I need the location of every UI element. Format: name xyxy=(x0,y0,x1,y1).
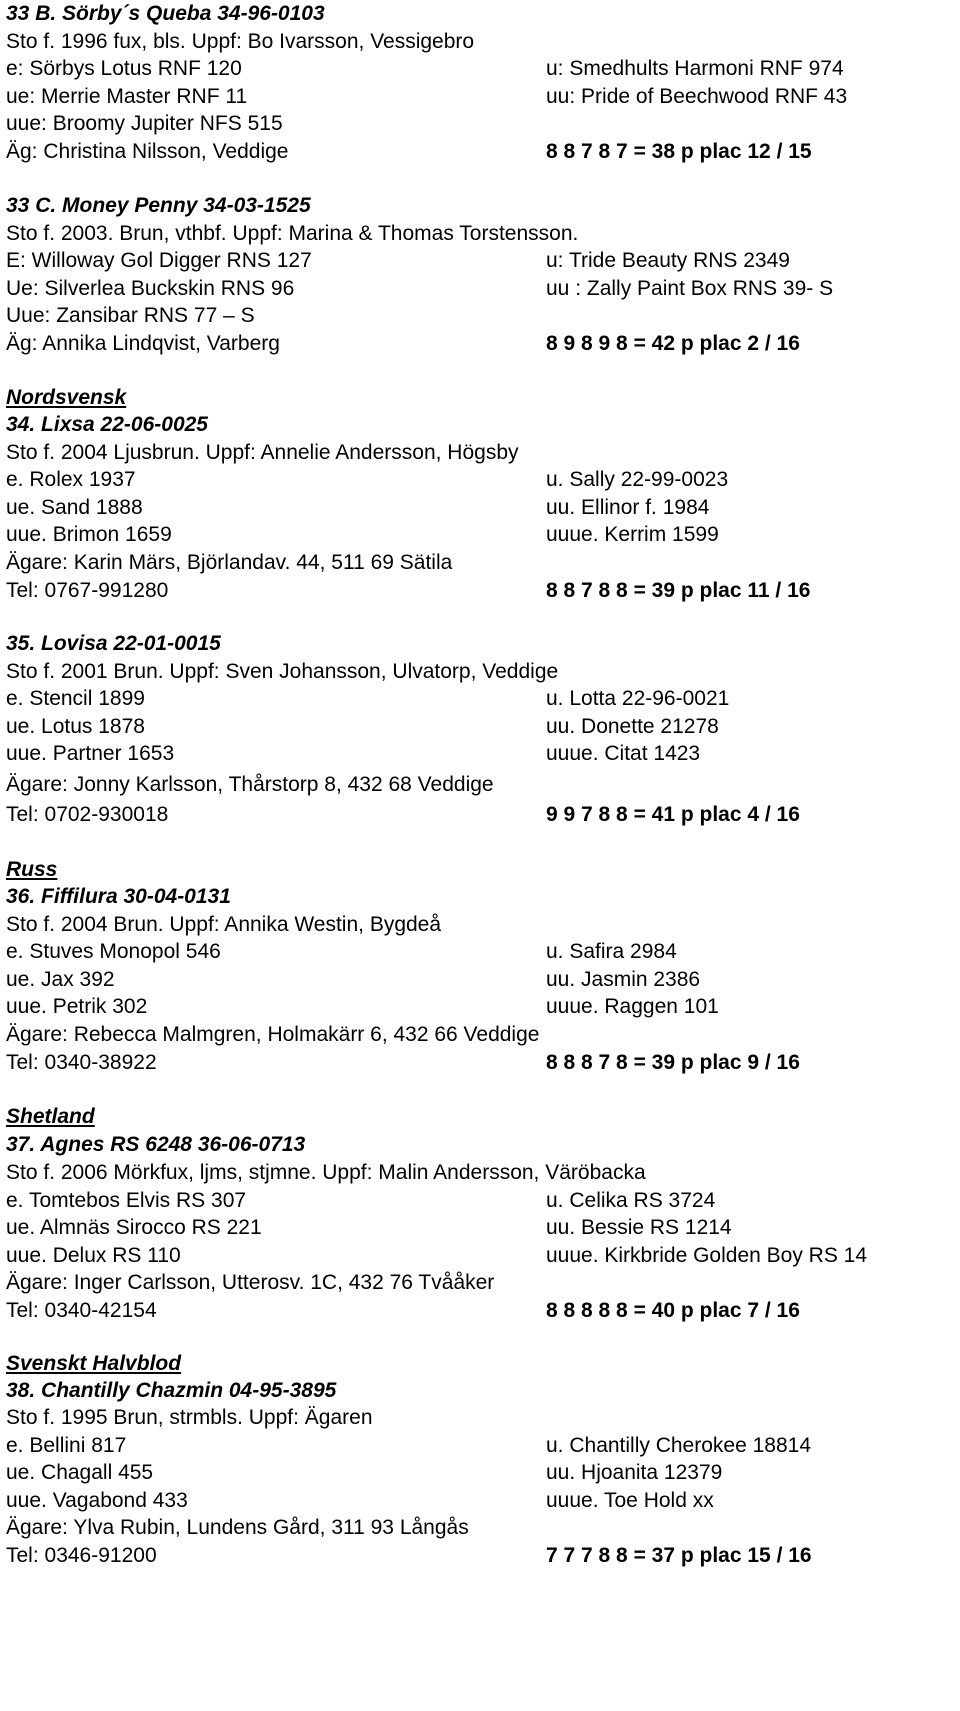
score: 8 8 7 8 7 = 38 p plac 12 / 15 xyxy=(546,140,812,163)
pedigree-dam: u: Tride Beauty RNS 2349 xyxy=(546,249,790,272)
section-heading: Svenskt Halvblod xyxy=(6,1352,182,1375)
pedigree-sire: ue. Sand 1888 xyxy=(6,496,143,519)
entry-info: Sto f. 2004 Brun. Uppf: Annika Westin, Bygdeå xyxy=(6,913,442,936)
entry-title: 33 B. Sörby´s Queba 34-96-0103 xyxy=(6,2,325,25)
score: 9 9 7 8 8 = 41 p plac 4 / 16 xyxy=(546,803,800,826)
telephone: Tel: 0767-991280 xyxy=(6,579,169,602)
pedigree-dam: u. Celika RS 3724 xyxy=(546,1189,716,1212)
pedigree-dam: uu. Jasmin 2386 xyxy=(546,968,701,991)
owner-row xyxy=(6,801,951,828)
pedigree-row xyxy=(6,55,951,82)
pedigree-row xyxy=(6,1214,951,1241)
owner: Ägare: Rebecca Malmgren, Holmakärr 6, 432 66 Veddige xyxy=(6,1023,540,1046)
pedigree-sire: Ue: Silverlea Buckskin RNS 96 xyxy=(6,277,295,300)
pedigree-row xyxy=(6,247,951,274)
section-heading: Nordsvensk xyxy=(6,386,127,409)
pedigree-sire: uue: Broomy Jupiter NFS 515 xyxy=(6,112,283,135)
pedigree-dam: uu: Pride of Beechwood RNF 43 xyxy=(546,85,848,108)
pedigree-dam: uu. Ellinor f. 1984 xyxy=(546,496,710,519)
entry-title: 34. Lixsa 22-06-0025 xyxy=(6,413,208,436)
pedigree-sire: Uue: Zansibar RNS 77 – S xyxy=(6,304,255,327)
pedigree-sire: ue. Jax 392 xyxy=(6,968,115,991)
entry-title: 37. Agnes RS 6248 36-06-0713 xyxy=(6,1133,306,1156)
score: 8 9 8 9 8 = 42 p plac 2 / 16 xyxy=(546,332,800,355)
pedigree-dam: u: Smedhults Harmoni RNF 974 xyxy=(546,57,844,80)
pedigree-sire: ue: Merrie Master RNF 11 xyxy=(6,85,248,108)
entry-info: Sto f. 1996 fux, bls. Uppf: Bo Ivarsson, Vessigebro xyxy=(6,30,475,53)
telephone: Tel: 0702-930018 xyxy=(6,803,169,826)
section-heading: Russ xyxy=(6,858,58,881)
entry-title: 36. Fiffilura 30-04-0131 xyxy=(6,885,231,908)
telephone: Tel: 0346-91200 xyxy=(6,1544,157,1567)
score: 8 8 7 8 8 = 39 p plac 11 / 16 xyxy=(546,579,811,602)
pedigree-row xyxy=(6,938,951,965)
pedigree-row xyxy=(6,302,951,329)
pedigree-dam: uu : Zally Paint Box RNS 39- S xyxy=(546,277,834,300)
pedigree-row xyxy=(6,83,951,110)
telephone: Tel: 0340-38922 xyxy=(6,1051,157,1074)
pedigree-sire: ue. Almnäs Sirocco RS 221 xyxy=(6,1216,262,1239)
pedigree-sire: ue. Chagall 455 xyxy=(6,1461,154,1484)
pedigree-sire: uue. Partner 1653 xyxy=(6,742,175,765)
pedigree-sire: e. Bellini 817 xyxy=(6,1434,127,1457)
entry-info: Sto f. 2006 Mörkfux, ljms, stjmne. Uppf: Malin Andersson, Väröbacka xyxy=(6,1161,646,1184)
pedigree-sire: e. Tomtebos Elvis RS 307 xyxy=(6,1189,247,1212)
pedigree-sire: e. Stencil 1899 xyxy=(6,687,145,710)
pedigree-dam: u. Sally 22-99-0023 xyxy=(546,468,729,491)
section-heading: Shetland xyxy=(6,1105,95,1128)
owner-row xyxy=(6,138,951,165)
owner-row xyxy=(6,577,951,604)
pedigree-dam: u. Safira 2984 xyxy=(546,940,677,963)
entry-title: 33 C. Money Penny 34-03-1525 xyxy=(6,194,311,217)
pedigree-row xyxy=(6,966,951,993)
pedigree-row xyxy=(6,1459,951,1486)
pedigree-dam: uuue. Citat 1423 xyxy=(546,742,701,765)
pedigree-sire: e: Sörbys Lotus RNF 120 xyxy=(6,57,242,80)
pedigree-sire: uue. Vagabond 433 xyxy=(6,1489,188,1512)
pedigree-dam: uu. Bessie RS 1214 xyxy=(546,1216,732,1239)
telephone: Tel: 0340-42154 xyxy=(6,1299,157,1322)
pedigree-row xyxy=(6,1242,951,1269)
owner-row xyxy=(6,1297,951,1324)
owner: Ägare: Jonny Karlsson, Thårstorp 8, 432 68 Veddige xyxy=(6,773,494,796)
entry-info: Sto f. 2004 Ljusbrun. Uppf: Annelie Andersson, Högsby xyxy=(6,441,519,464)
owner: Ägare: Karin Märs, Björlandav. 44, 511 69 Sätila xyxy=(6,551,453,574)
owner-row xyxy=(6,1049,951,1076)
entry-info: Sto f. 1995 Brun, strmbls. Uppf: Ägaren xyxy=(6,1406,373,1429)
entry-title: 35. Lovisa 22-01-0015 xyxy=(6,632,221,655)
pedigree-dam: uuue. Raggen 101 xyxy=(546,995,719,1018)
pedigree-row xyxy=(6,713,951,740)
pedigree-row xyxy=(6,685,951,712)
pedigree-row xyxy=(6,1187,951,1214)
pedigree-sire: uue. Delux RS 110 xyxy=(6,1244,181,1267)
pedigree-dam: uu. Donette 21278 xyxy=(546,715,719,738)
pedigree-sire: e. Stuves Monopol 546 xyxy=(6,940,221,963)
pedigree-row xyxy=(6,494,951,521)
owner-row xyxy=(6,1542,951,1569)
pedigree-dam: u. Chantilly Cherokee 18814 xyxy=(546,1434,812,1457)
pedigree-dam: uuue. Toe Hold xx xyxy=(546,1489,714,1512)
pedigree-dam: uu. Hjoanita 12379 xyxy=(546,1461,723,1484)
pedigree-row xyxy=(6,993,951,1020)
pedigree-row xyxy=(6,466,951,493)
pedigree-row xyxy=(6,1432,951,1459)
entry-info: Sto f. 2003. Brun, vthbf. Uppf: Marina & Thomas Torstensson. xyxy=(6,222,579,245)
pedigree-sire: E: Willoway Gol Digger RNS 127 xyxy=(6,249,312,272)
owner: Äg: Annika Lindqvist, Varberg xyxy=(6,332,280,355)
pedigree-sire: uue. Petrik 302 xyxy=(6,995,148,1018)
pedigree-dam: uuue. Kirkbride Golden Boy RS 14 xyxy=(546,1244,868,1267)
owner-row xyxy=(6,330,951,357)
pedigree-dam: uuue. Kerrim 1599 xyxy=(546,523,719,546)
owner: Äg: Christina Nilsson, Veddige xyxy=(6,140,289,163)
entry-title: 38. Chantilly Chazmin 04-95-3895 xyxy=(6,1379,337,1402)
owner: Ägare: Ylva Rubin, Lundens Gård, 311 93 Långås xyxy=(6,1516,469,1539)
pedigree-row xyxy=(6,1487,951,1514)
score: 8 8 8 7 8 = 39 p plac 9 / 16 xyxy=(546,1051,800,1074)
pedigree-sire: ue. Lotus 1878 xyxy=(6,715,145,738)
pedigree-row xyxy=(6,740,951,767)
score: 7 7 7 8 8 = 37 p plac 15 / 16 xyxy=(546,1544,812,1567)
pedigree-row xyxy=(6,275,951,302)
entry-info: Sto f. 2001 Brun. Uppf: Sven Johansson, Ulvatorp, Veddige xyxy=(6,660,559,683)
pedigree-sire: e. Rolex 1937 xyxy=(6,468,136,491)
pedigree-row xyxy=(6,110,951,137)
pedigree-dam: u. Lotta 22-96-0021 xyxy=(546,687,730,710)
pedigree-sire: uue. Brimon 1659 xyxy=(6,523,172,546)
score: 8 8 8 8 8 = 40 p plac 7 / 16 xyxy=(546,1299,800,1322)
owner: Ägare: Inger Carlsson, Utterosv. 1C, 432 76 Tvååker xyxy=(6,1271,495,1294)
pedigree-row xyxy=(6,521,951,548)
